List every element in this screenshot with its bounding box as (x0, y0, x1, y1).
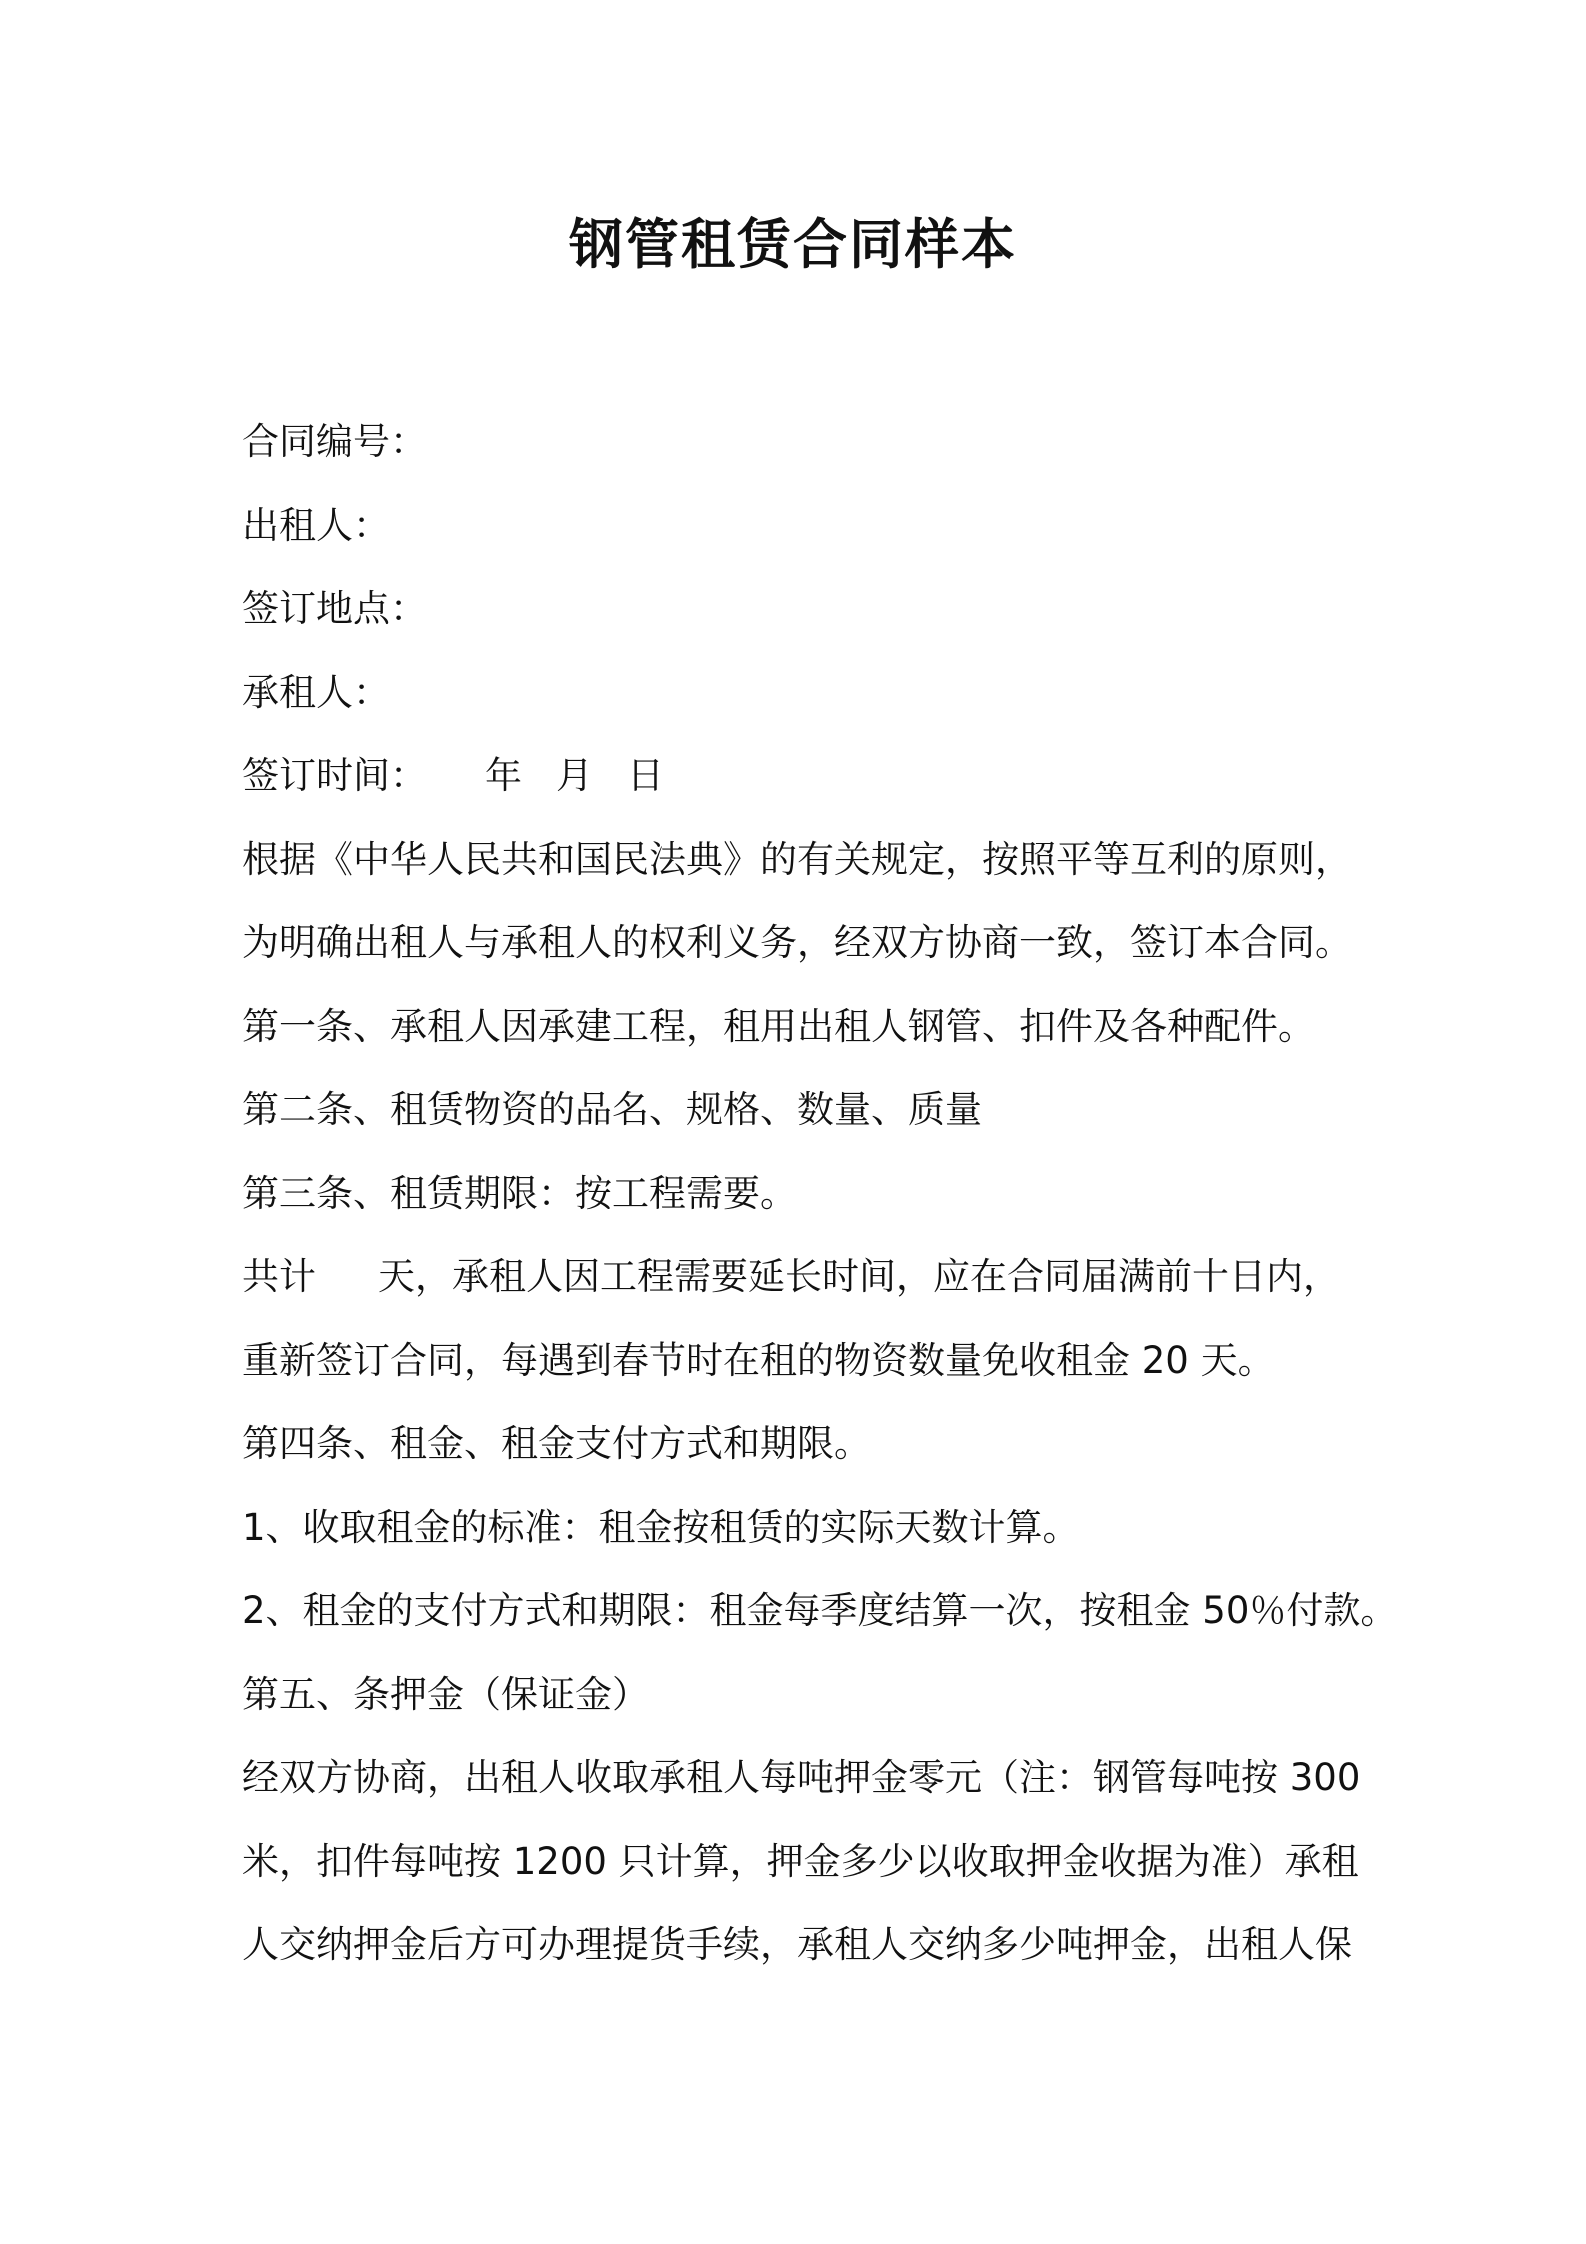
field-lessee: 承租人： (242, 670, 390, 714)
total-days-prefix: 共计 (242, 1255, 316, 1298)
article-2: 第二条、租赁物资的品名、规格、数量、质量 (242, 1088, 982, 1131)
article-4-item-2: 2、租金的支付方式和期限：租金每季度结算一次，按租金 50％付款。 (242, 1589, 1398, 1632)
field-sign-time (242, 734, 1362, 818)
total-days-suffix: 天，承租人因工程需要延长时间，应在合同届满前十日内， (378, 1255, 1340, 1298)
sign-time-year: 年 (485, 754, 522, 797)
sign-time-day: 日 (627, 754, 664, 797)
field-sign-place: 签订地点： (242, 587, 427, 630)
field-lessor: 出租人： (242, 503, 390, 547)
paragraph-line: 重新签订合同，每遇到春节时在租的物资数量免收租金 20 天。 (242, 1338, 1275, 1382)
paragraph-line: 米，扣件每吨按 1200 只计算，押金多少以收取押金收据为准）承租 (242, 1839, 1359, 1883)
document-title: 钢管租赁合同样本 (569, 213, 1017, 276)
paragraph-line: 根据《中华人民共和国民法典》的有关规定，按照平等互利的原则， (242, 837, 1352, 881)
sign-time-month: 月 (556, 754, 593, 797)
article-4-item-1: 1、收取租金的标准：租金按租赁的实际天数计算。 (242, 1505, 1080, 1549)
sign-time-label: 签订时间： (242, 754, 427, 797)
article-5: 第五、条押金（保证金） (242, 1672, 649, 1716)
total-days-line (242, 1235, 1362, 1319)
paragraph-line: 为明确出租人与承租人的权利义务，经双方协商一致，签订本合同。 (242, 921, 1352, 964)
article-4: 第四条、租金、租金支付方式和期限。 (242, 1422, 871, 1465)
paragraph-line: 人交纳押金后方可办理提货手续，承租人交纳多少吨押金，出租人保 (242, 1923, 1352, 1966)
article-1: 第一条、承租人因承建工程，租用出租人钢管、扣件及各种配件。 (242, 1004, 1315, 1048)
field-contract-no: 合同编号： (242, 420, 427, 463)
document-body (242, 400, 1398, 1987)
paragraph-line: 经双方协商，出租人收取承租人每吨押金零元（注：钢管每吨按 300 (242, 1756, 1361, 1799)
article-3: 第三条、租赁期限：按工程需要。 (242, 1171, 797, 1215)
